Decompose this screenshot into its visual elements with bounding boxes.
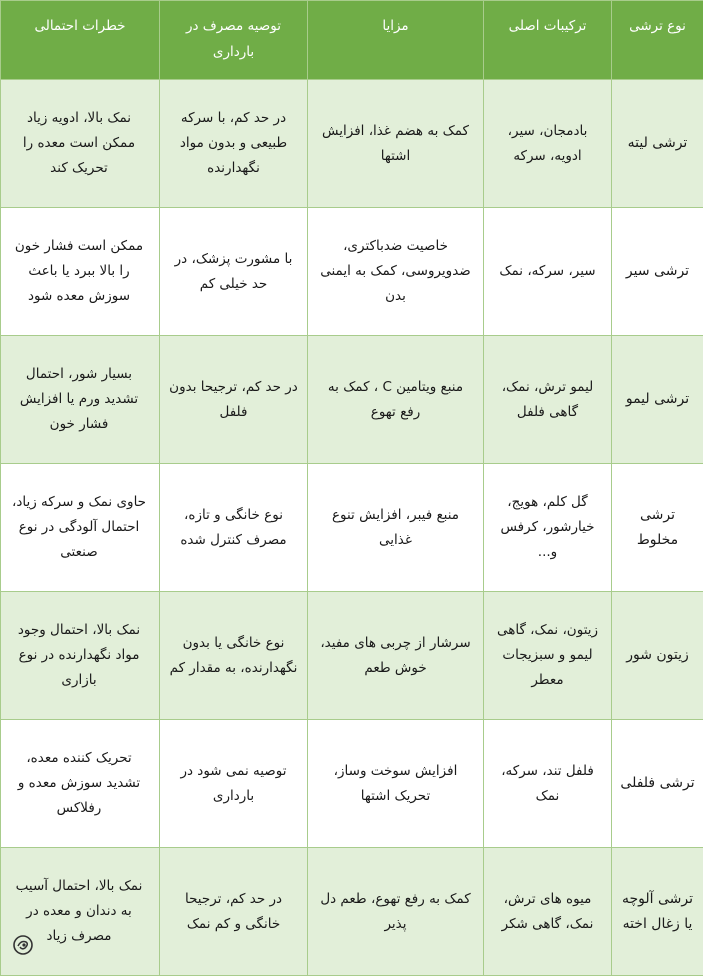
table-row	[1, 464, 703, 592]
header-ingredients: ترکیبات اصلی	[484, 1, 612, 80]
cell-risks: حاوی نمک و سرکه زیاد، احتمال آلودگی در نوع صنعتی	[1, 464, 160, 592]
cell-ingredients: فلفل تند، سرکه، نمک	[484, 720, 612, 848]
cell-pregnancy: در حد کم، ترجیحا بدون فلفل	[160, 336, 308, 464]
cell-ingredients: گل کلم، هویج، خیارشور، کرفس و...	[484, 464, 612, 592]
cell-pregnancy: نوع خانگی و تازه، مصرف کنترل شده	[160, 464, 308, 592]
cell-benefits: خاصیت ضدباکتری، ضدویروسی، کمک به ایمنی بدن	[308, 208, 484, 336]
cell-ingredients: سیر، سرکه، نمک	[484, 208, 612, 336]
cell-risks: تحریک کننده معده، تشدید سوزش معده و رفلاکس	[1, 720, 160, 848]
cell-pregnancy: در حد کم، با سرکه طبیعی و بدون مواد نگهدارنده	[160, 80, 308, 208]
table-row	[1, 208, 703, 336]
table-body	[1, 80, 703, 976]
cell-ingredients: زیتون، نمک، گاهی لیمو و سبزیجات معطر	[484, 592, 612, 720]
cell-type: ترشی سیر	[612, 208, 703, 336]
table-row	[1, 80, 703, 208]
cell-benefits: سرشار از چربی های مفید، خوش طعم	[308, 592, 484, 720]
cell-type: ترشی آلوچه یا زغال اخته	[612, 848, 703, 976]
cell-risks: بسیار شور، احتمال تشدید ورم یا افزایش فشار خون	[1, 336, 160, 464]
cell-risks: نمک بالا، ادویه زیاد ممکن است معده را تحریک کند	[1, 80, 160, 208]
cell-benefits: افزایش سوخت وساز، تحریک اشتها	[308, 720, 484, 848]
cell-type: ترشی لیته	[612, 80, 703, 208]
watermark-logo-icon	[12, 934, 34, 956]
table-header	[1, 1, 703, 80]
cell-benefits: کمک به رفع تهوع، طعم دل پذیر	[308, 848, 484, 976]
cell-type: ترشی مخلوط	[612, 464, 703, 592]
cell-benefits: منبع فیبر، افزایش تنوع غذایی	[308, 464, 484, 592]
cell-ingredients: لیمو ترش، نمک، گاهی فلفل	[484, 336, 612, 464]
cell-type: ترشی لیمو	[612, 336, 703, 464]
cell-pregnancy: در حد کم، ترجیحا خانگی و کم نمک	[160, 848, 308, 976]
cell-risks: نمک بالا، احتمال وجود مواد نگهدارنده در نوع بازاری	[1, 592, 160, 720]
header-benefits: مزایا	[308, 1, 484, 80]
table-row	[1, 592, 703, 720]
cell-pregnancy: با مشورت پزشک، در حد خیلی کم	[160, 208, 308, 336]
cell-risks: نمک بالا، احتمال آسیب به دندان و معده در مصرف زیاد	[1, 848, 160, 976]
cell-benefits: کمک به هضم غذا، افزایش اشتها	[308, 80, 484, 208]
cell-ingredients: میوه های ترش، نمک، گاهی شکر	[484, 848, 612, 976]
table-row	[1, 336, 703, 464]
cell-pregnancy: توصیه نمی شود در بارداری	[160, 720, 308, 848]
cell-type: ترشی فلفلی	[612, 720, 703, 848]
cell-type: زیتون شور	[612, 592, 703, 720]
cell-benefits: منبع ویتامین C ، کمک به رفع تهوع	[308, 336, 484, 464]
table-row	[1, 848, 703, 976]
header-pregnancy: توصیه مصرف در بارداری	[160, 1, 308, 80]
header-type: نوع ترشی	[612, 1, 703, 80]
header-risks: خطرات احتمالی	[1, 1, 160, 80]
table-row	[1, 720, 703, 848]
header-row	[1, 1, 703, 80]
cell-ingredients: بادمجان، سیر، ادویه، سرکه	[484, 80, 612, 208]
cell-pregnancy: نوع خانگی یا بدون نگهدارنده، به مقدار کم	[160, 592, 308, 720]
cell-risks: ممکن است فشار خون را بالا ببرد یا باعث سوزش معده شود	[1, 208, 160, 336]
